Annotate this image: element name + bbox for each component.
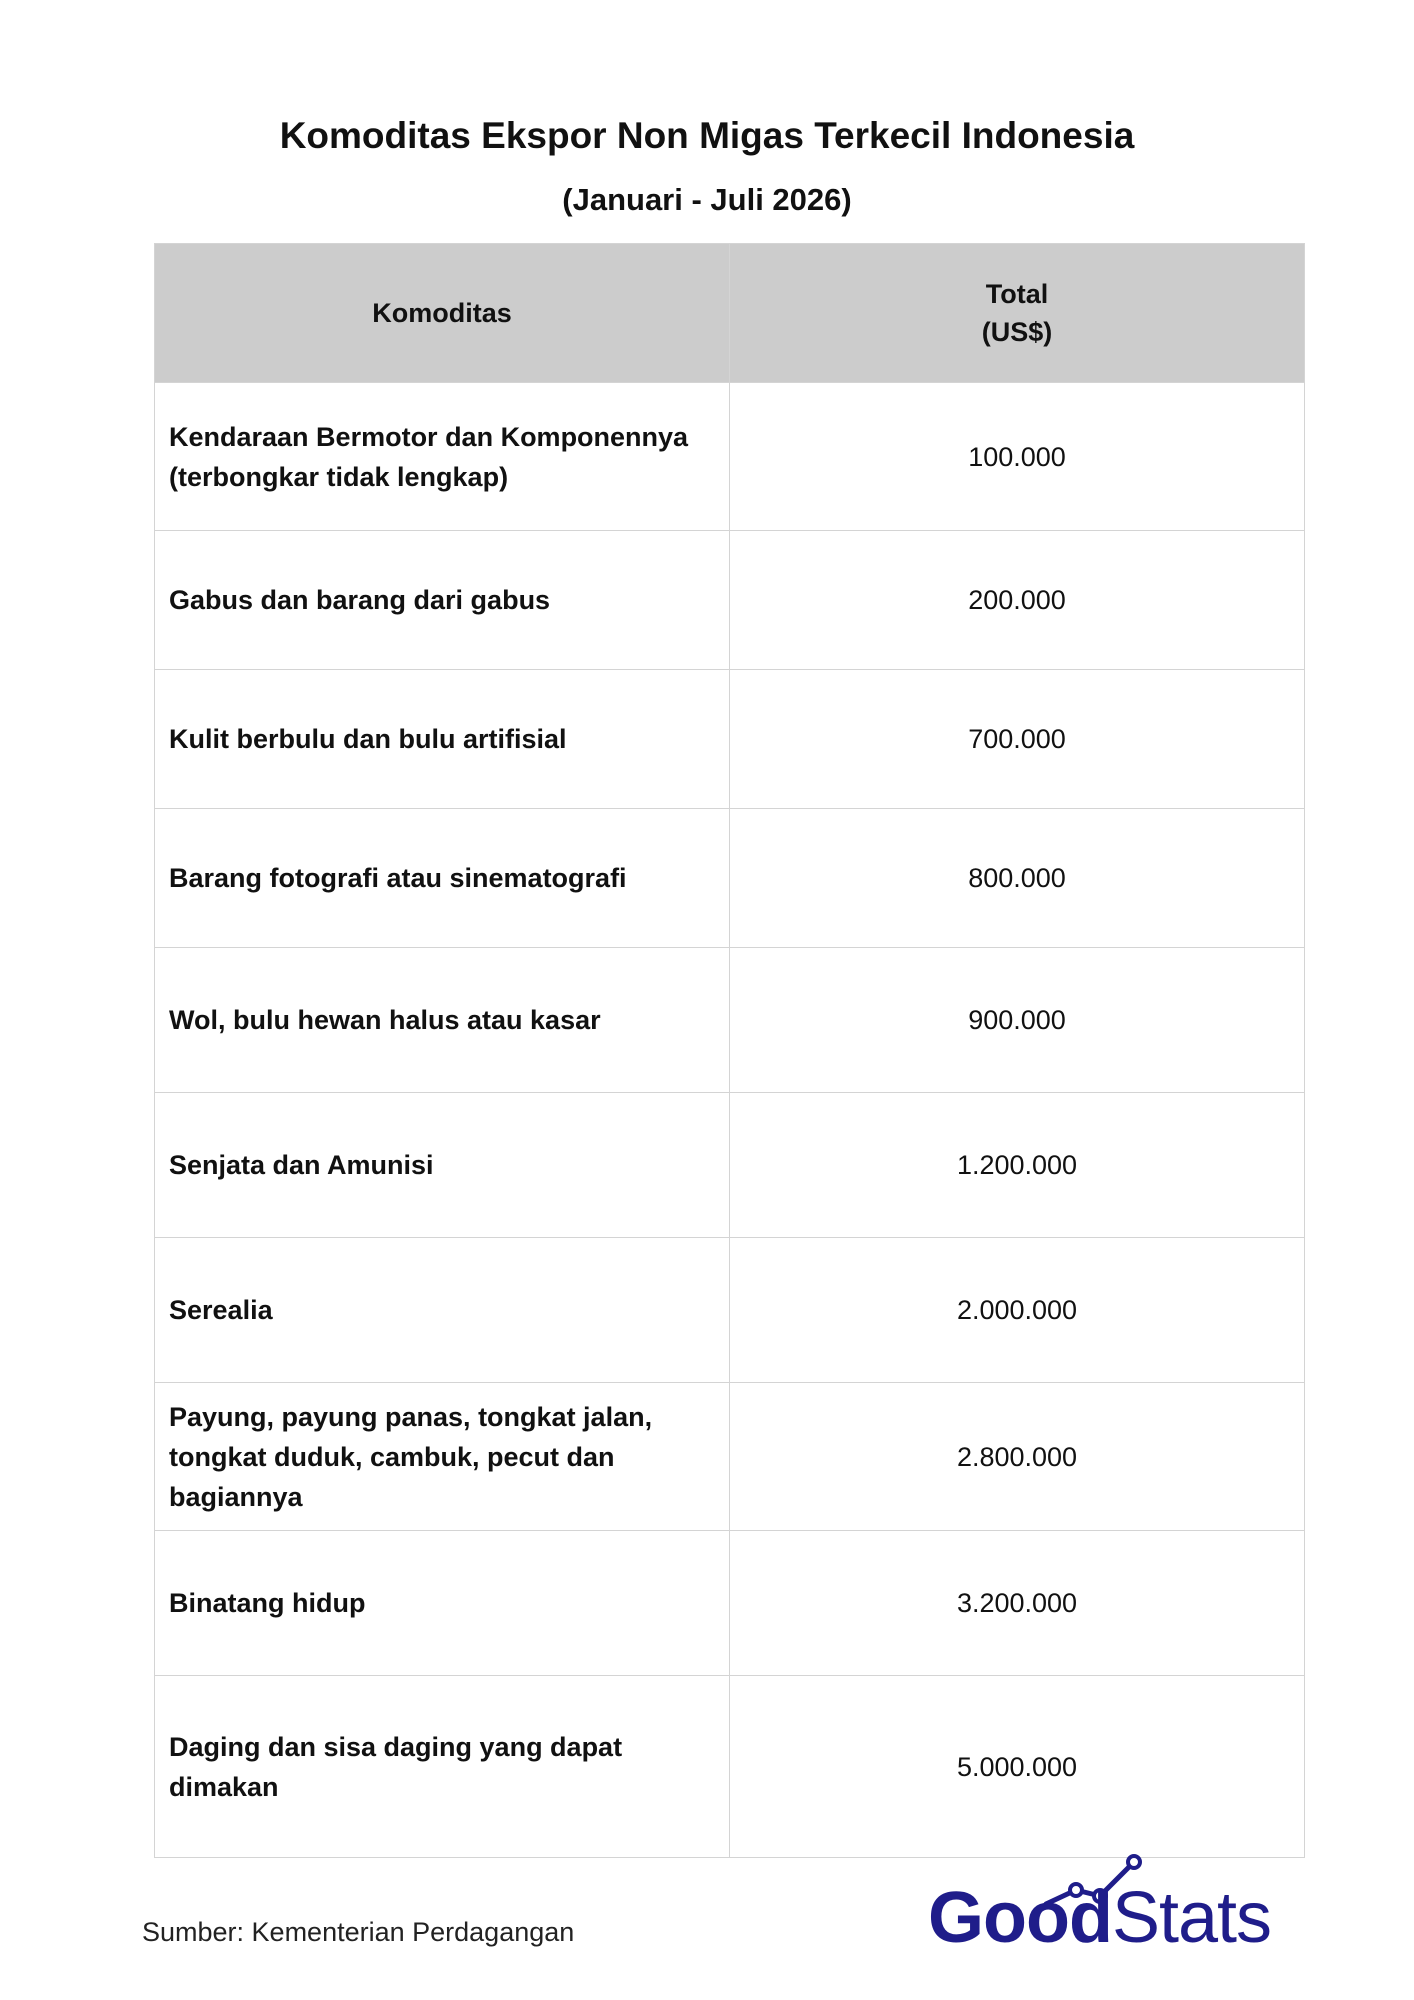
page-subtitle: (Januari - Juli 2026) <box>562 182 852 217</box>
source-note: Sumber: Kementerian Perdagangan <box>142 1917 575 1947</box>
commodity-value: 3.200.000 <box>730 1531 1305 1676</box>
column-header-total-line1: Total <box>985 279 1049 309</box>
commodity-name: Binatang hidup <box>155 1531 730 1676</box>
logo-text-good: Good <box>928 1878 1112 1958</box>
table-row <box>155 383 1305 531</box>
table-row <box>155 809 1305 948</box>
table-row <box>155 1093 1305 1238</box>
commodity-name: Wol, bulu hewan halus atau kasar <box>155 948 730 1093</box>
logo-text-stats: Stats <box>1111 1878 1272 1958</box>
commodity-name: Serealia <box>155 1238 730 1383</box>
commodity-name: Barang fotografi atau sinematografi <box>155 809 730 948</box>
commodity-name: Senjata dan Amunisi <box>155 1093 730 1238</box>
goodstats-logo <box>928 1852 1284 1962</box>
commodity-name: Payung, payung panas, tongkat jalan, tongkat duduk, cambuk, pecut dan bagiannya <box>155 1383 730 1531</box>
commodity-value: 2.800.000 <box>730 1383 1305 1531</box>
commodity-name: Kulit berbulu dan bulu artifisial <box>155 670 730 809</box>
commodity-name: Gabus dan barang dari gabus <box>155 531 730 670</box>
commodity-value: 5.000.000 <box>730 1676 1305 1858</box>
commodity-value: 1.200.000 <box>730 1093 1305 1238</box>
table-row <box>155 670 1305 809</box>
commodity-name: Kendaraan Bermotor dan Komponennya (terbongkar tidak lengkap) <box>155 383 730 531</box>
table-row <box>155 1383 1305 1531</box>
commodity-value: 900.000 <box>730 948 1305 1093</box>
table-row <box>155 948 1305 1093</box>
commodity-value: 100.000 <box>730 383 1305 531</box>
commodity-value: 800.000 <box>730 809 1305 948</box>
table-row <box>155 1238 1305 1383</box>
column-header-total <box>730 244 1305 383</box>
column-header-commodity: Komoditas <box>155 244 730 383</box>
table-row <box>155 1676 1305 1858</box>
table-header-row <box>155 244 1305 383</box>
column-header-total-line2: (US$) <box>981 317 1053 347</box>
table-row <box>155 1531 1305 1676</box>
table-row <box>155 531 1305 670</box>
commodity-name: Daging dan sisa daging yang dapat dimakan <box>155 1676 730 1858</box>
commodity-table <box>154 243 1305 1858</box>
commodity-value: 700.000 <box>730 670 1305 809</box>
commodity-value: 200.000 <box>730 531 1305 670</box>
commodity-value: 2.000.000 <box>730 1238 1305 1383</box>
page-title: Komoditas Ekspor Non Migas Terkecil Indonesia <box>279 115 1135 156</box>
logo-wordmark <box>928 1878 1271 1958</box>
